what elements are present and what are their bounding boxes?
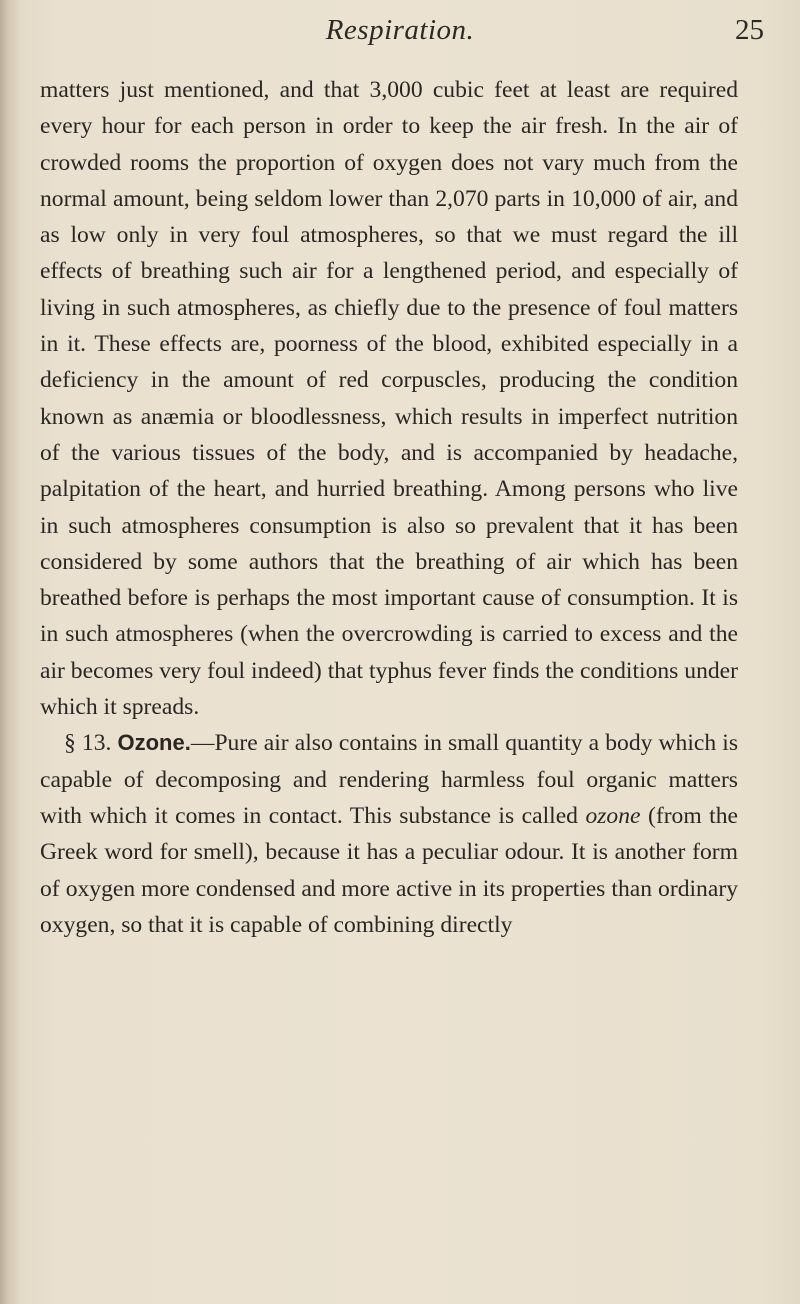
section-heading: Ozone. [117, 730, 191, 756]
running-head [0, 14, 800, 58]
paragraph-text: —Pure air also contains in small quantity a body which is capable of decomposing and rendering harmless foul organic matters with which it comes in contact. This substance is called [40, 730, 739, 829]
running-title: Respiration. [325, 14, 475, 46]
section-paragraph [40, 725, 738, 943]
paragraph: matters just mentioned, and that 3,000 cubic feet at least are required every hour for each person in order to keep the air fresh. In the air of crowded rooms the proportion of oxygen does not vary much from the normal amount, being seldom lower than 2,070 parts in 10,000 of air, and as low only in very foul atmospheres, so that we must regard the ill effects of breathing such air for a lengthened period, and especially of living in such atmospheres, as chiefly due to the presence of foul matters in it. These effects are, poorness of the blood, exhibited especially in a deficiency in the amount of red corpuscles, producing the condition known as anæmia or bloodlessness, which results in imperfect nutrition of the various tissues of the body, and is accompanied by headache, palpitation of the heart, and hurried breathing. Among persons who live in such atmospheres consumption is also so prevalent that it has been considered by some authors that the breathing of air which has been breathed before is perhaps the most important cause of consumption. It is in such atmospheres (when the overcrowding is carried to excess and the air becomes very foul indeed) that typhus fever finds the conditions under which it spreads. [40, 77, 738, 721]
section-number: § 13. [64, 730, 112, 757]
body-text [40, 72, 738, 943]
paragraph-text-continued: (from the Greek word for smell), because it has a peculiar odour. It is another form of oxygen more condensed and more active in its properties than ordinary oxygen, so that it is capable of combining directly [40, 802, 738, 938]
italic-term: ozone [585, 802, 641, 829]
page-number: 25 [735, 14, 764, 46]
